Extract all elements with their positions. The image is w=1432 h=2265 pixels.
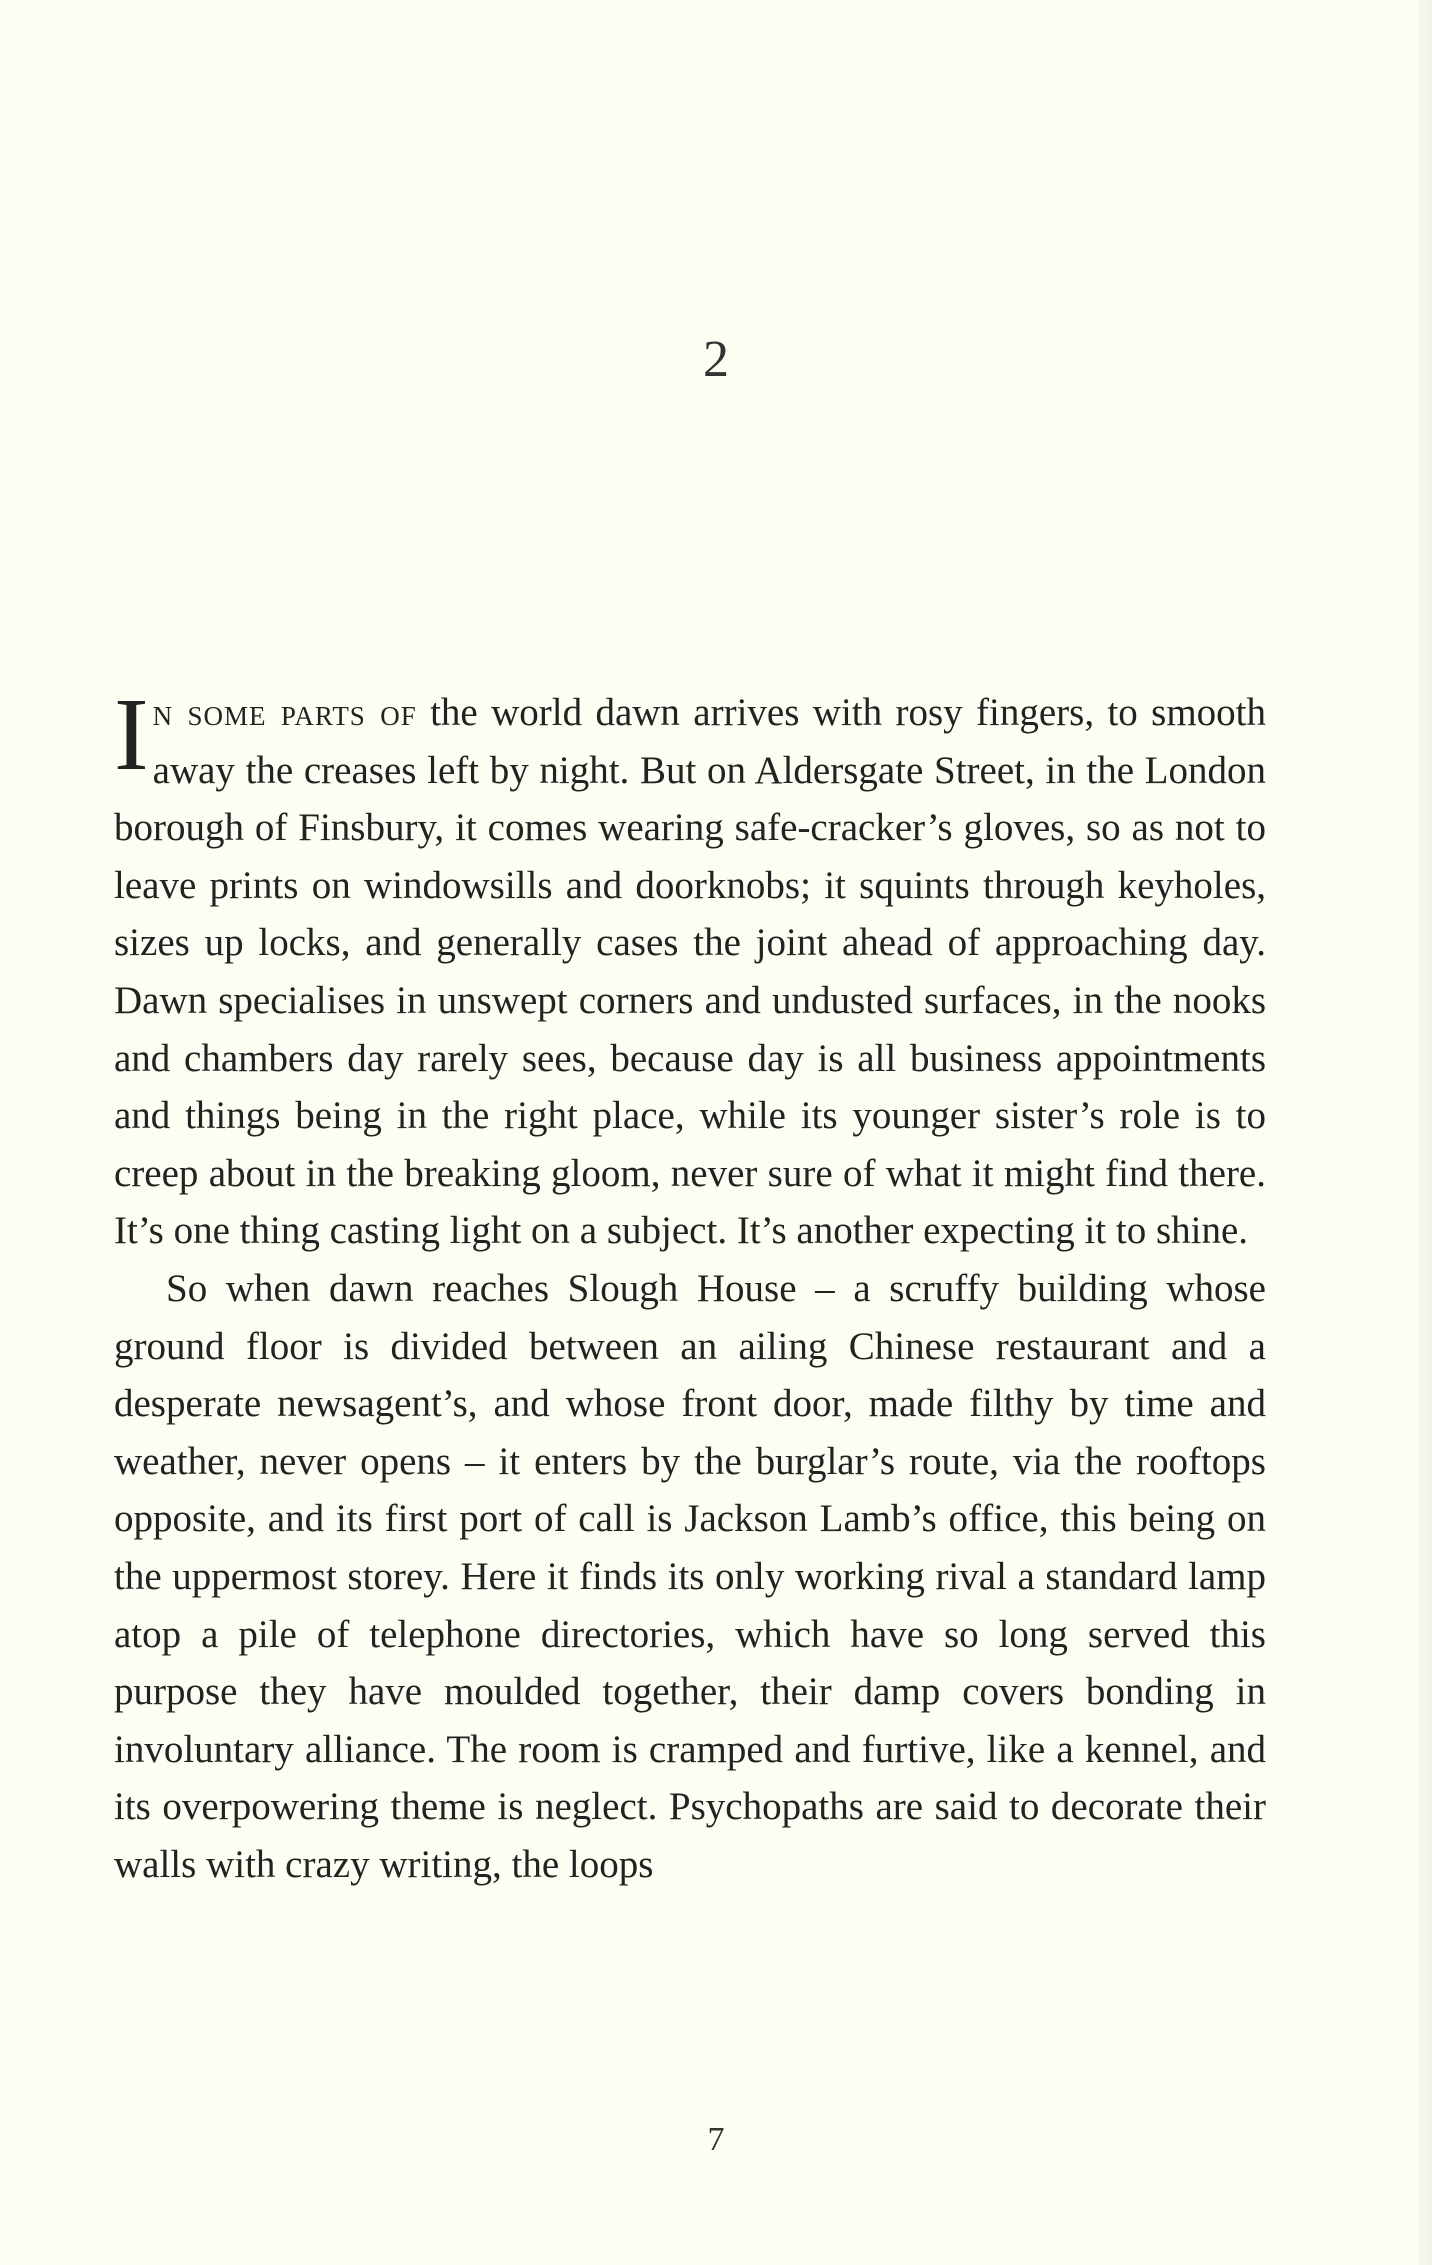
paragraph-2: So when dawn reaches Slough House – a scruffy building whose ground floor is divided between an ailing Chinese restaurant and a desperate newsagent’s, and whose front door, made filthy by time and weather, never opens – it enters by the burglar’s route, via the rooftops opposite, and its first port of call is Jackson Lamb’s office, this being on the uppermost storey. Here it finds its only working rival a standard lamp atop a pile of telephone directories, which have so long served this purpose they have moulded together, their damp covers bonding in involuntary alliance. The room is cramped and furtive, like a kennel, and its overpowering theme is neglect. Psychopaths are said to decorate their walls with crazy writing, the loops xyxy=(114,1266,1266,1886)
chapter-number: 2 xyxy=(703,331,729,388)
page-number: 7 xyxy=(707,2121,725,2158)
paragraph-1 xyxy=(114,677,1266,1260)
opening-small-caps: n some parts of xyxy=(152,691,417,734)
paragraph-1-text: the world dawn arrives with rosy fingers, to smooth away the creases left by night. But on Aldersgate Street, in the London borough of Finsbury, it comes wearing safe-cracker’s gloves, so as not to leave prints on windowsills and doorknobs; it squints through keyholes, sizes up locks, and generally cases the joint ahead of approaching day. Dawn specialises in unswept corners and undusted surfaces, in the nooks and chambers day rarely sees, because day is all business appointments and things being in the right place, while its younger sister’s role is to creep about in the breaking gloom, never sure of what it might find there. It’s one thing casting light on a subject. It’s another expecting it to shine. xyxy=(114,691,1266,1253)
body-text xyxy=(114,677,1266,1893)
drop-cap: I xyxy=(114,677,149,792)
